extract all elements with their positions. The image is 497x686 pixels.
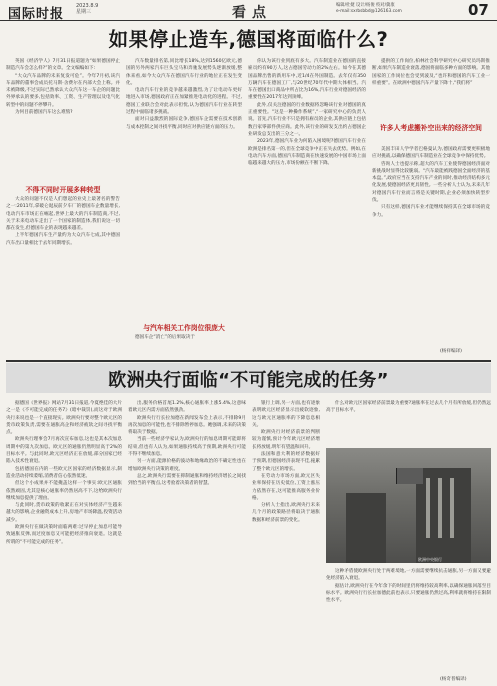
paragraph: 什么对欧元区国家经济前景最为重要?通胀率在过去几个月有所放缓,但仍然远高于目标水平。 (326, 401, 491, 414)
paragraph: 英国《经济学人》7月31日报道题为“如果德国停止制造汽车会怎么样?”的文章。全文编编如下: (6, 59, 120, 72)
article2-column-1 (6, 400, 122, 682)
paragraph: 只有这样,德国汽车业才能继续保持其在全球市场的竞争力。 (372, 205, 490, 218)
article2-credit: (杨奇普编译) (440, 677, 467, 682)
paragraph: 大众的问题不仅是人们想起的业史上最著名的警告之一:2011年,拿破仑诞辰前夕车厂的德国车企数量增长,电动汽车市场正在崛起,世界上最大的汽车制造商,不过,关于未来电动车走出了一个国家的制造体,我们说这一切都在发生,但德国车企的表现越来越差。 (6, 197, 120, 232)
article1-column-1b (6, 196, 120, 356)
editor-email: e-mail:sxrbsbbd@126163.com (336, 9, 402, 14)
weekday-line: 星期三 (76, 9, 92, 15)
section-divider (6, 360, 491, 362)
article2-headline: 欧洲央行面临“不可能完成的任务” (108, 370, 389, 391)
paragraph: 在劳动力市场方面,欧元区失业率保持在历史低位,工资上涨压力依然存在,这可能推高服务业价格。 (252, 473, 320, 501)
paragraph: 包括德国在内的一些欧元区国家的经济数据显示,制造业活动持续萎缩,消费者信心依然低迷。 (6, 466, 122, 479)
paragraph: 法国和意大利的经济数据好于预期,但德国经济表现不佳,拖累了整个欧元区的增长。 (252, 452, 320, 472)
photo-caption: 欧洲中央银行 (418, 557, 442, 562)
editor-credits: 编辑/杜婕 设计/杨俊 校对/冀康 (336, 3, 395, 8)
paragraph: 面对日益激烈的国际竞争,德国车企需要在技术创新与成本控制之间寻找平衡,同时应对供应链方面的压力。 (126, 117, 242, 130)
paragraph: 上半年德国汽车生产量约为大众汽车七成,其中德国汽车出口量相比于去年同期增长。 (6, 233, 120, 246)
paragraph: 当前一些经济学家认为,欧洲央行的加息周期可能即将结束,但也有人认为,如果通胀持续高于预期,欧洲央行可能不得不继续加息。 (128, 437, 246, 458)
window-shape (426, 478, 430, 538)
article2-column-4 (326, 568, 491, 674)
article1-column-3 (248, 58, 366, 356)
paragraph: 此外,仅关注德国的行业数据将忽略该行业对德国的真正重要性。“这是一种操作系统”,“一家研究中心的负责人说。首先,汽车行业不只是拥有雇员的企业,其供应链上包括数百家零部件供应商。此外,该行业的研发支出约占德国企业研发总支出的三分之一。 (248, 102, 366, 137)
article1-column-2 (126, 58, 242, 316)
article2-column-3 (252, 400, 320, 682)
paragraph: 出,服务价格首尾1.2%,核心通胀率上涨5.4%,这意味着欧元区内需方面依然强劲。 (128, 401, 246, 414)
paragraph: 欧洲央行在做决策时面临两难:过早停止加息可能导致通胀反弹,而过度加息又可能把经济推向衰退。这就是所谓的“不可能完成的任务”。 (6, 525, 122, 545)
paragraph: 电动汽车行业的竞争越来越激烈,为了让电动车更好地进入市场,德国政府正在加紧推进电动化的进程。不过,德国工业联合会对此表示担忧,认为德国汽车行业在转型过程中面临诸多挑战。 (126, 88, 242, 116)
paragraph: 据估计,欧洲央行在今年余下的时间里仍将维持较高利率,以确保通胀回落至目标水平。欧洲央行行长拉加德此前也表示,只要通胀仍然过高,利率就将维持在限制性水平。 (326, 583, 491, 604)
paragraph: 美国丰田人学学者巴格曼认为,德国政府需要更积极地应对挑战,以确保德国汽车制造业在全球竞争中保持优势。 (372, 147, 490, 160)
article1-subhead-3: 许多人考虑搬补空出来的经济空间 (380, 124, 482, 132)
editor-contacts (336, 3, 466, 15)
paragraph: 这种矛盾使欧洲央行处于两难境地,一方面需要继续抗击通胀,另一方面又要避免经济陷入衰退。 (326, 569, 491, 582)
article2-column-2 (128, 400, 246, 682)
article1-column-1 (6, 58, 120, 178)
building-shape (346, 493, 386, 563)
paragraph: “大众汽车品牌的未来复发可危”。今年7月初,该汽车品牌的董事会成员托马斯·舍费尔在内部大会上称。并未被降级,不过实际已然承认大众汽车这一车企的问题比外界承认的要多,包括效率、工资、生产管理以及电气化转型中的问题不停攀升。 (6, 73, 120, 108)
article1-column-4b (372, 146, 490, 346)
article1-credit: (杨祥编译) (440, 349, 462, 354)
ecb-building-photo (326, 448, 491, 563)
paragraph: 2023年,德国汽车业为何陷入困境呢?德国汽车行业在欧洲是排名第一的,但在全球竞争中正在失去优势。例如,在电动汽车方面,德国汽车制造商在快速发展的中国市场上面临越来越大的压力,市场份额在不断下降。 (248, 139, 366, 167)
paragraph: 分析人士指出,欧洲央行未来几个月的政策路径将取决于通胀数据和经济前景的变化。 (252, 503, 320, 523)
article2-column-4-top (326, 400, 491, 444)
paragraph: 欧洲央行对经济前景的判断较为谨慎,预计今年欧元区经济增长将放缓,明年有望温和回升。 (252, 430, 320, 450)
paragraph: 汽车数量排名第,同比增长18%,达到1560亿欧元,德国的另外两家汽车巨头宝马和奔驰发展势头逐渐放缓,整体来看,如今大众汽车在德国汽车行业的地位正在发生变化。 (126, 59, 242, 86)
paragraph: 欧洲央行理事会7月再次宣布加息,这也是其本次加息周期中的第九次加息。欧元区的通胀仍然明显高于2%的目标水平。与此同时,欧元区经济正在放缓,部分国家已经陷入技术性衰退。 (6, 437, 122, 465)
article1-headline: 如果停止造车,德国将面临什么? (108, 28, 389, 51)
issue-date (76, 3, 98, 15)
paragraph: 总之,欧洲央行需要在抑制通胀和维持经济增长之间找到恰当的平衡点,这考验着决策者的智慧。 (128, 473, 246, 487)
flag-shape (396, 468, 423, 484)
window-shape (450, 478, 454, 538)
paragraph: 你认为该行业到底有多大。汽车制造业在德国的直接雇员约有90万人,这占德国劳动力的2%左右。如今在其德国品牌出售的新用车中,近1/4在外国制造。去年仅有350万辆汽车在德国工厂,与20世纪70年代中期大体相当。汽车在德国出口商品中所占比为16%,汽车行业对德国经济的重要性在2017年达到顶峰。 (248, 59, 366, 101)
section-title: 看点 (232, 5, 272, 21)
paragraph: 德国车企“消亡”的后果取决于 (135, 335, 195, 340)
article1-subhead-2: 与汽车相关工作岗位很庞大 (143, 324, 225, 332)
date-line: 2023.8.9 (76, 3, 99, 9)
paragraph: 另一方面,能源价格的波动和地缘政治的不确定性也在增加欧洲央行决策的难度。 (128, 459, 246, 472)
article1-column-2b (126, 334, 242, 356)
article1-subhead-1: 不得不同时开展多种转型 (25, 186, 101, 194)
paragraph: 咨询人士也提示称,超大的汽车工业使得德国经济面对新挑战时显得比较脆弱。“汽车最能被践德国全面经济的基本盘。”,政府应当在支持汽车产业的同时,推动经济结构多元化发展,使德国经济更具韧性。一些分析人士认为,未来几年对德国汽车行业而言将是关键时期,企业必须加快转型步伐。 (372, 161, 490, 204)
paragraph: 但这个小成果并不能掩盖这样一个事实:欧元区通胀依然顽固,尤其是核心通胀率仍然居高不下,这给欧洲央行继续加息提供了理由。 (6, 481, 122, 501)
window-shape (438, 478, 442, 538)
paragraph: 为何目前德国汽车这么难熬? (15, 110, 73, 116)
paragraph: 欧洲央行行长拉加德在新闻发布会上表示,不排除9月再次加息的可能性,也不排除暂停加息。她强调,未来的决策将取决于数据。 (128, 415, 246, 436)
page-header (0, 0, 497, 21)
page-number: 07 (468, 1, 489, 19)
building-shape (416, 468, 471, 563)
newspaper-masthead: 国际时报 (8, 7, 65, 22)
paragraph: 银行上调,另一方面,也有迹象表明欧元区经济显示出疲软迹象,这与欧元区通胀率的下降息息相关。 (252, 401, 320, 428)
paragraph: 与此同时,货币政策的收紧正在对实体经济产生越来越大的影响,企业融资成本上升,房地产市场降温,投资活动减少。 (6, 503, 122, 523)
paragraph: 据德国《世界报》网站7月31日报道,今夏绝佳的大片之一是《不可能完成的任务7》(暗中裁罚),而这对于欧洲央行来说也是一个直接现实。欧洲央行要对整个欧元区的货币政策负责,需要在通胀高企和经济疲软之间寻找平衡点。 (6, 401, 122, 436)
paragraph: 提供的工作岗位,柏林社会科学研究中心研究员玛斯推断,如果汽车制造业衰落,德国将面临多种方面的影响。其他国家的工作岗位也会受到波及,“也许和德国的汽车工业一样重要”。在欧洲中德国汽车产量下降十,“我们将” (372, 59, 490, 86)
article1-column-4 (372, 58, 490, 118)
